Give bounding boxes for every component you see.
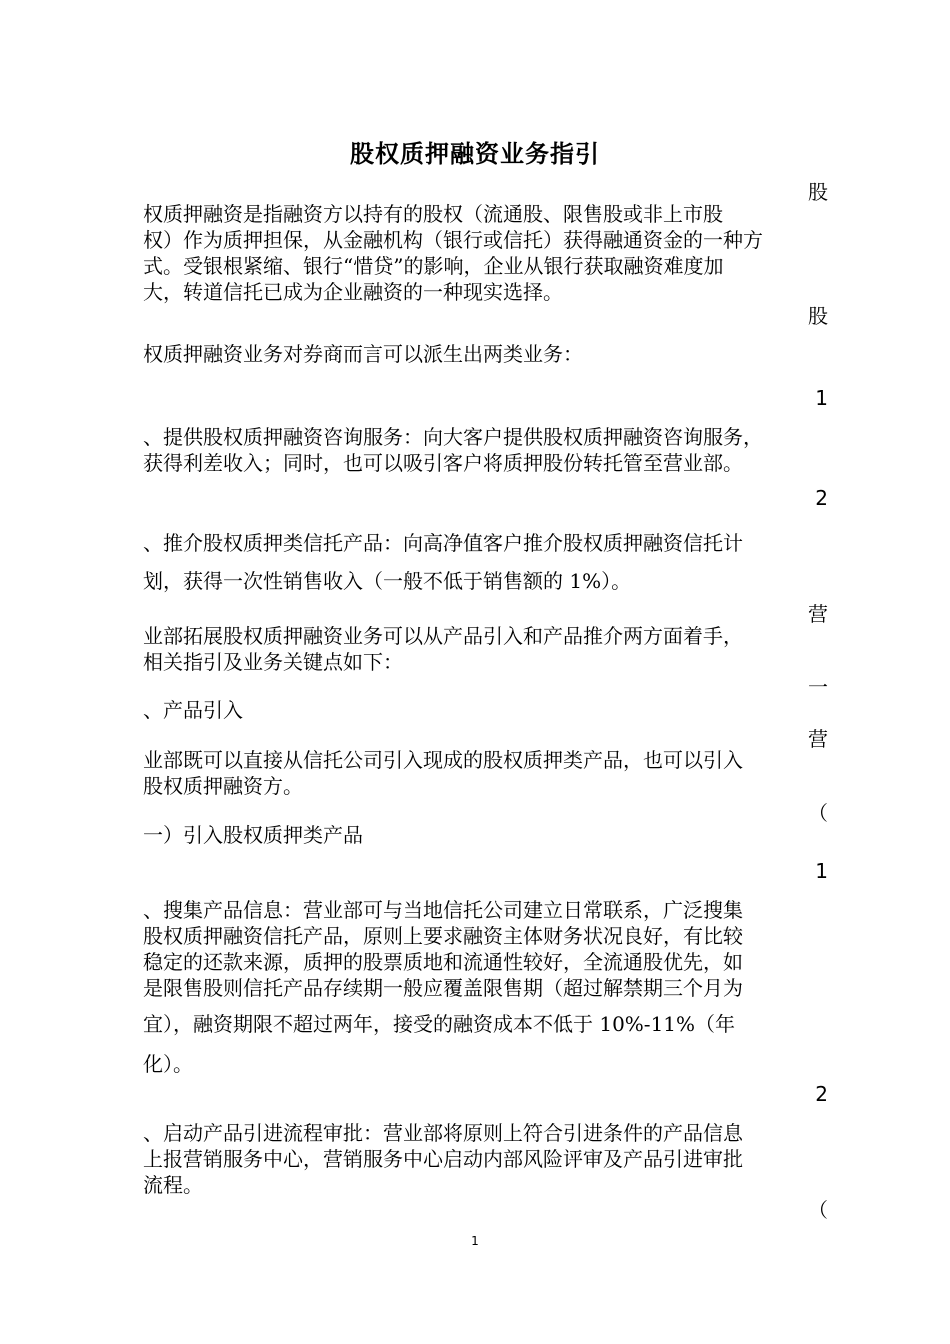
paragraph bbox=[143, 822, 829, 848]
paragraph bbox=[143, 201, 829, 305]
paragraph-lead-char: 股 bbox=[808, 304, 828, 328]
text-line: 是限售股则信托产品存续期一般应覆盖限售期（超过解禁期三个月为 bbox=[143, 976, 743, 1000]
paragraph-continuation bbox=[143, 1004, 829, 1084]
text-line: 式。受银根紧缩、银行“惜贷”的影响，企业从银行获取融资难度加 bbox=[143, 254, 724, 278]
document-title: 股权质押融资业务指引 bbox=[350, 139, 600, 168]
text-line: 化）。 bbox=[143, 1052, 193, 1076]
text-line: 、搜集产品信息：营业部可与当地信托公司建立日常联系，广泛搜集 bbox=[143, 898, 743, 922]
paragraph-lead-char: 1 bbox=[815, 859, 828, 883]
paragraph bbox=[143, 897, 829, 1001]
paragraph-lead-char: （ bbox=[808, 1198, 828, 1222]
paragraph-lead-char: 营 bbox=[808, 727, 828, 751]
paragraph-lead-char: 一 bbox=[808, 675, 828, 699]
text-line: 权）作为质押担保，从金融机构（银行或信托）获得融通资金的一种方 bbox=[143, 228, 763, 252]
text-line: 权质押融资业务对券商而言可以派生出两类业务： bbox=[143, 342, 583, 366]
text-line: 股权质押融资方。 bbox=[143, 774, 303, 798]
paragraph bbox=[143, 1120, 829, 1198]
text-line: 、启动产品引进流程审批：营业部将原则上符合引进条件的产品信息 bbox=[143, 1121, 743, 1145]
paragraph-lead-char: 股 bbox=[808, 180, 828, 204]
text-line: 宜），融资期限不超过两年，接受的融资成本不低于 10%-11%（年 bbox=[143, 1012, 736, 1036]
paragraph-lead-char: （ bbox=[808, 801, 828, 825]
text-line: 业部拓展股权质押融资业务可以从产品引入和产品推介两方面着手， bbox=[143, 624, 743, 648]
text-line: 流程。 bbox=[143, 1173, 203, 1197]
text-line: 相关指引及业务关键点如下： bbox=[143, 650, 403, 674]
paragraph bbox=[143, 341, 829, 367]
text-line: 权质押融资是指融资方以持有的股权（流通股、限售股或非上市股 bbox=[143, 202, 723, 226]
paragraph-lead-char: 1 bbox=[815, 386, 828, 410]
paragraph bbox=[143, 747, 829, 799]
paragraph-lead-char: 2 bbox=[815, 1082, 828, 1106]
text-line: 一）引入股权质押类产品 bbox=[143, 823, 363, 847]
text-line: 、提供股权质押融资咨询服务：向大客户提供股权质押融资咨询服务， bbox=[143, 425, 763, 449]
paragraph bbox=[143, 424, 829, 476]
paragraph bbox=[143, 524, 829, 600]
paragraph bbox=[143, 697, 829, 723]
text-line: 股权质押融资信托产品，原则上要求融资主体财务状况良好，有比较 bbox=[143, 924, 743, 948]
text-line: 划，获得一次性销售收入（一般不低于销售额的 1%）。 bbox=[143, 569, 632, 593]
text-line: 上报营销服务中心，营销服务中心启动内部风险评审及产品引进审批 bbox=[143, 1147, 743, 1171]
paragraph-lead-char: 营 bbox=[808, 602, 828, 626]
text-line: 大，转道信托已成为企业融资的一种现实选择。 bbox=[143, 280, 563, 304]
text-line: 业部既可以直接从信托公司引入现成的股权质押类产品，也可以引入 bbox=[143, 748, 743, 772]
paragraph bbox=[143, 623, 829, 675]
text-line: 、产品引入 bbox=[143, 698, 243, 722]
paragraph-lead-char: 2 bbox=[815, 486, 828, 510]
text-line: 稳定的还款来源，质押的股票质地和流通性较好，全流通股优先，如 bbox=[143, 950, 743, 974]
text-line: 、推介股权质押类信托产品：向高净值客户推介股权质押融资信托计 bbox=[143, 531, 743, 555]
page-number: 1 bbox=[471, 1234, 479, 1248]
text-line: 获得利差收入；同时，也可以吸引客户将质押股份转托管至营业部。 bbox=[143, 451, 743, 475]
